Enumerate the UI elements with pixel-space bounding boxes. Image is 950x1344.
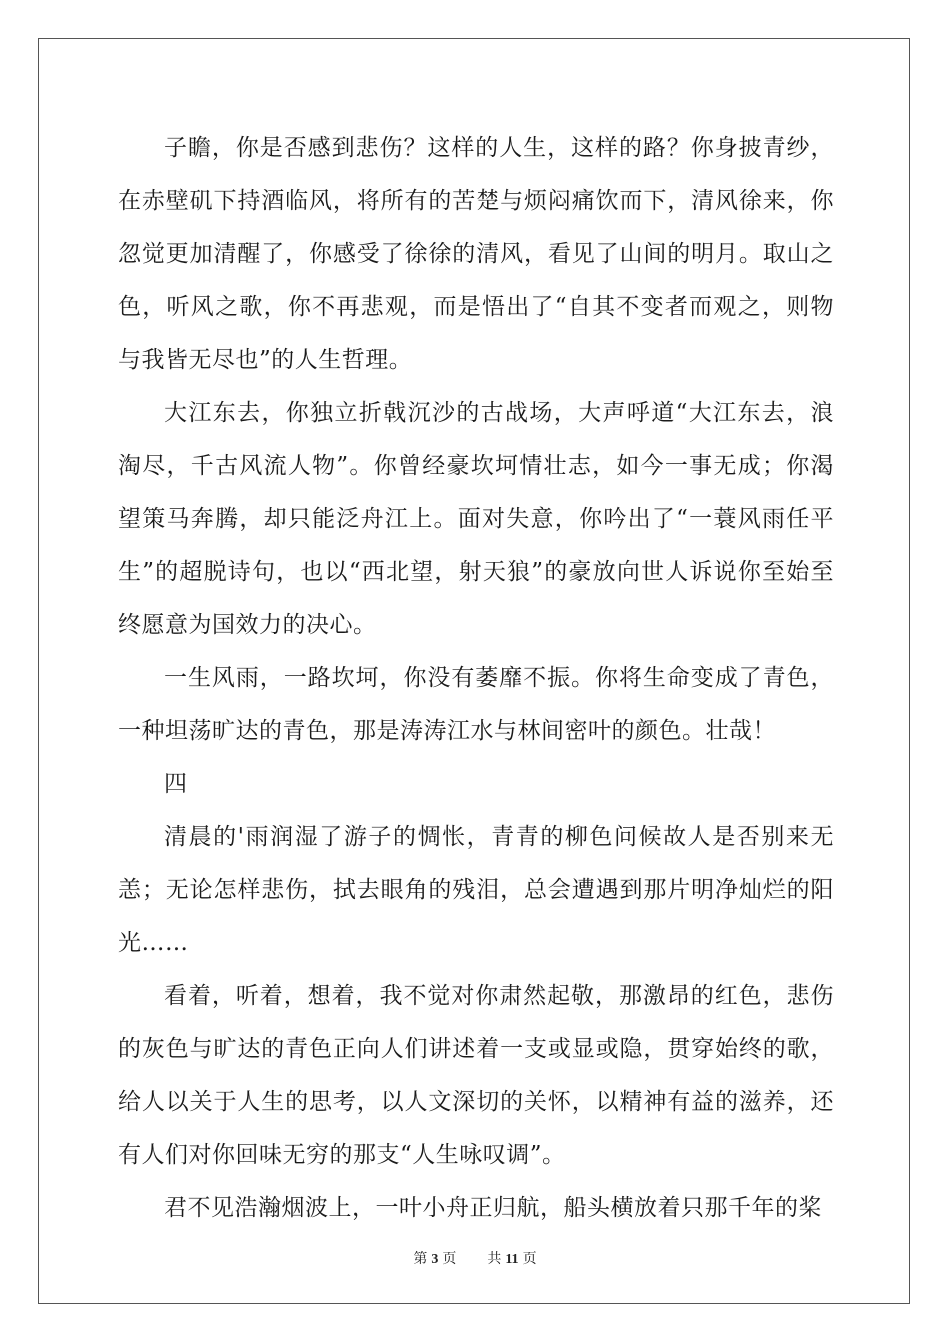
total-pages: 11 — [505, 1252, 519, 1267]
total-suffix: 页 — [522, 1251, 537, 1267]
paragraph-7: 君不见浩瀚烟波上，一叶小舟正归航，船头横放着只那千年的桨 — [164, 1195, 822, 1221]
page-indicator — [411, 1251, 458, 1267]
page-number: 3 — [431, 1252, 439, 1267]
paragraph-1: 子瞻，你是否感到悲伤？这样的人生，这样的路？你身披青纱，在赤壁矶下持酒临风，将所有的苦楚与烦闷痛饮而下，清风徐来，你忽觉更加清醒了，你感受了徐徐的清风，看见了山间的明月。取山之色，听风之歌，你不再悲观，而是悟出了“自其不变者而观之，则物与我皆无尽也”的人生哲理。 — [118, 135, 834, 373]
paragraph-6: 看着，听着，想着，我不觉对你肃然起敬，那激昂的红色，悲伤的灰色与旷达的青色正向人们讲述着一支或显或隐，贯穿始终的歌，给人以关于人生的思考，以人文深切的关怀，以精神有益的滋养，还有人们对你回味无穷的那支“人生咏叹调”。 — [118, 983, 834, 1168]
page-prefix: 第 — [413, 1251, 428, 1267]
page-footer — [0, 1248, 950, 1268]
total-prefix: 共 — [487, 1251, 502, 1267]
paragraph-3: 一生风雨，一路坎坷，你没有萎靡不振。你将生命变成了青色，一种坦荡旷达的青色，那是涛涛江水与林间密叶的颜色。壮哉！ — [118, 665, 834, 744]
total-indicator — [485, 1251, 538, 1267]
section-heading-four: 四 — [164, 771, 188, 797]
paragraph-2: 大江东去，你独立折戟沉沙的古战场，大声呼道“大江东去，浪淘尽，千古风流人物”。你曾经豪坎坷情壮志，如今一事无成；你渴望策马奔腾，却只能泛舟江上。面对失意，你吟出了“一蓑风雨任平生”的超脱诗句，也以“西北望，射天狼”的豪放向世人诉说你至始至终愿意为国效力的决心。 — [118, 400, 834, 638]
page-suffix: 页 — [442, 1251, 457, 1267]
document-body — [118, 122, 834, 1235]
paragraph-5: 清晨的'雨润湿了游子的惆怅，青青的柳色问候故人是否别来无恙；无论怎样悲伤，拭去眼角的残泪，总会遭遇到那片明净灿烂的阳光…… — [118, 824, 834, 956]
